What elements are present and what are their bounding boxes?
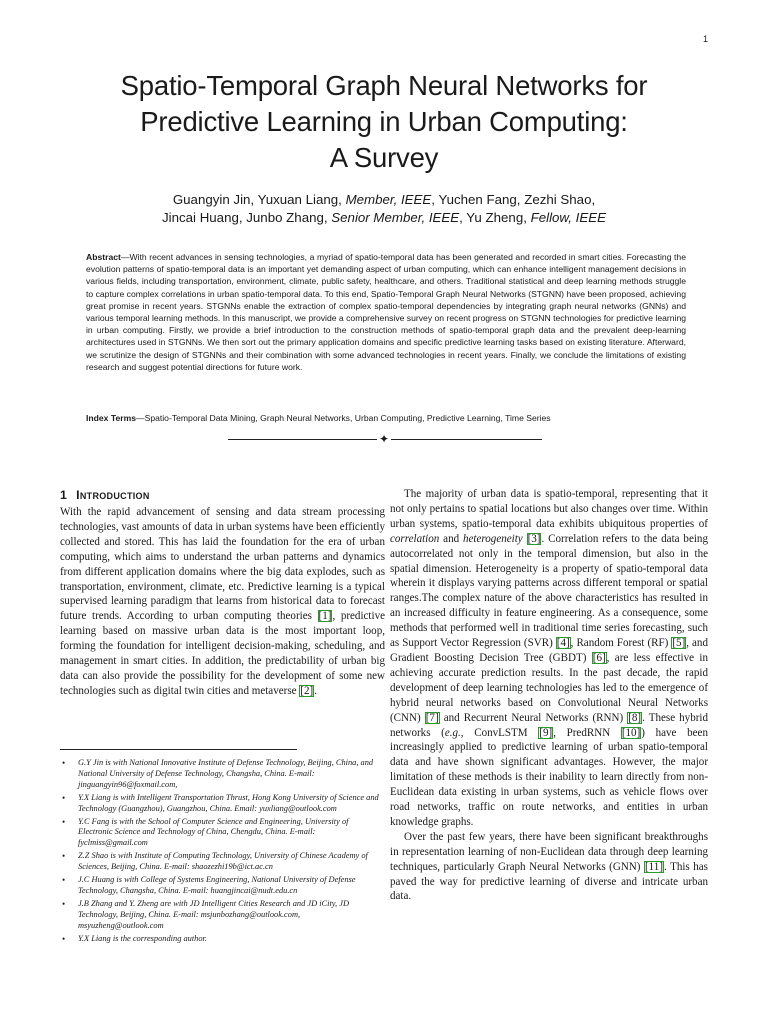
footnote-item: • Y.X Liang is with Intelligent Transportation Thrust, Hong Kong University of Science and Technology (Guangzhou), Guangzhou, China. Email: yuxliang@outlook.com (60, 793, 385, 815)
body-paragraph-2 (390, 830, 708, 905)
body-text: , PredRNN (553, 726, 621, 739)
body-text: ) have been increasingly applied to predictive learning of urban spatio-temporal data and have shown significant advantages. However, the major limitation of these methods is their inability to learn directly from non-Euclidean data existing in urban systems, such as vehicle flows over road networks, traffic on route networks, and entities in urban knowledge graphs. (390, 726, 708, 828)
index-terms-label: Index Terms (86, 413, 136, 423)
author-text: , Yuchen Fang, Zezhi Shao, (431, 192, 596, 207)
footnote-item: • Y.X Liang is the corresponding author. (60, 934, 385, 945)
author-list (0, 191, 768, 227)
author-role: Fellow, IEEE (530, 210, 606, 225)
citation-link[interactable]: [10] (621, 726, 641, 739)
intro-paragraph (60, 505, 385, 699)
citation-link[interactable]: [7] (425, 711, 439, 724)
abstract-label: Abstract (86, 252, 121, 262)
paper-title (0, 68, 768, 176)
body-text: . (314, 684, 317, 697)
section-heading (60, 488, 150, 502)
section-title: Introduction (76, 488, 150, 502)
body-text: , predictive learning based on massive urban data is the most important loop, forming the foundation for intelligent decision-making, scheduling, and management in smart cities. In addition, the predictability of urban big data can also provide the possibility for the development of some new technologies such as digital twin cities and metaverse (60, 610, 385, 697)
body-text: and (439, 532, 463, 545)
author-text: Jincai Huang, Junbo Zhang, (162, 210, 332, 225)
citation-link[interactable]: [1] (318, 610, 332, 623)
index-terms-text: —Spatio-Temporal Data Mining, Graph Neural Networks, Urban Computing, Predictive Learning, Time Series (136, 413, 551, 423)
author-text: Guangyin Jin, Yuxuan Liang, (172, 192, 346, 207)
footnote-item: • J.B Zhang and Y. Zheng are with JD Intelligent Cities Research and JD iCity, JD Technology, Beijing, China. E-mail: msjunbozhang@outlook.com, msyuzheng@outlook.com (60, 899, 385, 932)
footnote-item: • Y.C Fang is with the School of Computer Science and Engineering, University of Electronic Science and Technology of China, Chengdu, China. E-mail: fyclmiss@gmail.com (60, 817, 385, 850)
author-role: Member, IEEE (345, 192, 432, 207)
citation-link[interactable]: [4] (556, 637, 570, 650)
citation-link[interactable]: [11] (645, 860, 663, 873)
body-text: , are less effective in achieving accurate prediction results. In the past decade, the rapid development of deep learning technologies has led to the emergence of hybrid neural networks based on Convolutional Neural Networks (CNN) (390, 651, 708, 724)
citation-link[interactable]: [2] (300, 684, 314, 697)
abstract-text: —With recent advances in sensing technologies, a myriad of spatio-temporal data has been generated and recorded in smart cities. Forecasting the evolution patterns of spatio-temporal data is an important yet demanding aspect of urban computing, which can enhance intelligent management decisions in various fields, including transportation, environment, climate, public safety, healthcare, and others. Traditional statistical and deep learning methods struggle to capture complex correlations in urban spatio-temporal data. To this end, Spatio-Temporal Graph Neural Networks (STGNN) have been proposed, achieving great promise in recent years. STGNNs enable the extraction of complex spatio-temporal dependencies by integrating graph neural networks (GNNs) and various temporal learning methods. In this manuscript, we provide a comprehensive survey on recent progress on STGNN technologies for predictive learning in urban computing. Firstly, we provide a brief introduction to the construction methods of spatio-temporal graph data and the prevalent deep-learning architectures used in STGNNs. We then sort out the primary application domains and specific predictive learning tasks based on existing literature. Afterward, we scrutinize the design of STGNNs and their combination with some advanced technologies in recent years. Finally, we conclude the limitations of existing research and suggest potential directions for future work. (86, 252, 686, 372)
author-text: , Yu Zheng, (459, 210, 531, 225)
citation-link[interactable]: [8] (628, 711, 642, 724)
footnote-item: • J.C Huang is with College of Systems Engineering, National University of Defense Technology, Changsha, China. E-mail: huangjincai@nudt.edu.cn (60, 875, 385, 897)
left-column (60, 505, 385, 699)
emphasis-text: heterogeneity (463, 532, 523, 545)
footnote-item: • G.Y Jin is with National Innovative Institute of Defense Technology, Beijing, China, and National University of Defense Technology, Changsha, China. E-mail: jinguangyin96@foxmail.com, (60, 758, 385, 791)
right-column (390, 487, 708, 904)
emphasis-text: e.g. (444, 726, 461, 739)
index-terms (86, 412, 686, 424)
body-text: , Random Forest (RF) (570, 637, 672, 650)
citation-link[interactable]: [3] (527, 532, 541, 545)
body-paragraph-1 (390, 487, 708, 830)
title-line-1: Spatio-Temporal Graph Neural Networks for (120, 70, 648, 101)
section-number: 1 (60, 488, 68, 502)
body-text: Over the past few years, there have been significant breakthroughs in representation learning of non-Euclidean data through deep learning techniques, particularly Graph Neural Networks (GNN) (390, 830, 708, 873)
body-text: , and Gradient Boosting Decision Tree (GBDT) (390, 637, 708, 664)
body-text: . Correlation refers to the data being autocorrelated not only in the temporal dimension, but also in the spatial dimension. Heterogeneity is a property of spatio-temporal data wherein it displays varying patterns across different temporal or spatial ranges.The complex nature of the above characteristics has resulted in an increased difficulty in feature engineering. As a consequence, some methods that performed well in traditional time series forecasting, such as Support Vector Regression (SVR) (390, 532, 708, 650)
emphasis-text: correlation (390, 532, 440, 545)
body-text: The majority of urban data is spatio-temporal, representing that it not only pertains to spatial locations but also changes over time. Within urban systems, spatio-temporal data exhibits ubiquitous properties of (390, 488, 708, 530)
title-line-3: A Survey (329, 142, 439, 173)
citation-link[interactable]: [6] (592, 651, 606, 664)
footnote-item: • Z.Z Shao is with Institute of Computing Technology, University of Chinese Academy of Sciences, Beijing, China. E-mail: shaozezhi19b@ict.ac.cn (60, 851, 385, 873)
body-text: , ConvLSTM (460, 726, 539, 739)
title-line-2: Predictive Learning in Urban Computing: (140, 106, 628, 137)
abstract (86, 251, 686, 373)
citation-link[interactable]: [9] (539, 726, 553, 739)
body-text: . These hybrid networks ( (390, 711, 708, 739)
page-number: 1 (702, 34, 708, 44)
body-text: . This has paved the way for predictive learning of diverse and intricate urban data. (390, 860, 708, 903)
divider-ornament-icon: ✦ (378, 432, 390, 446)
body-text: With the rapid advancement of sensing and data stream processing technologies, vast amounts of data in urban systems have been efficiently collected and stored. This has laid the foundation for the era of urban computing, which aims to understand the urban patterns and dynamics from different application domains where the big data explodes, such as transportation, environment, climate, etc. Predictive learning is a typical supervised learning paradigm that learns from historical data to forecast future trends. According to urban computing theories (60, 506, 385, 623)
author-affiliation-footnotes (60, 758, 385, 947)
author-role: Senior Member, IEEE (331, 210, 460, 225)
body-text: and Recurrent Neural Networks (RNN) (439, 711, 628, 724)
footnote-rule (60, 749, 297, 750)
body-text (523, 533, 527, 545)
citation-link[interactable]: [5] (672, 637, 686, 650)
